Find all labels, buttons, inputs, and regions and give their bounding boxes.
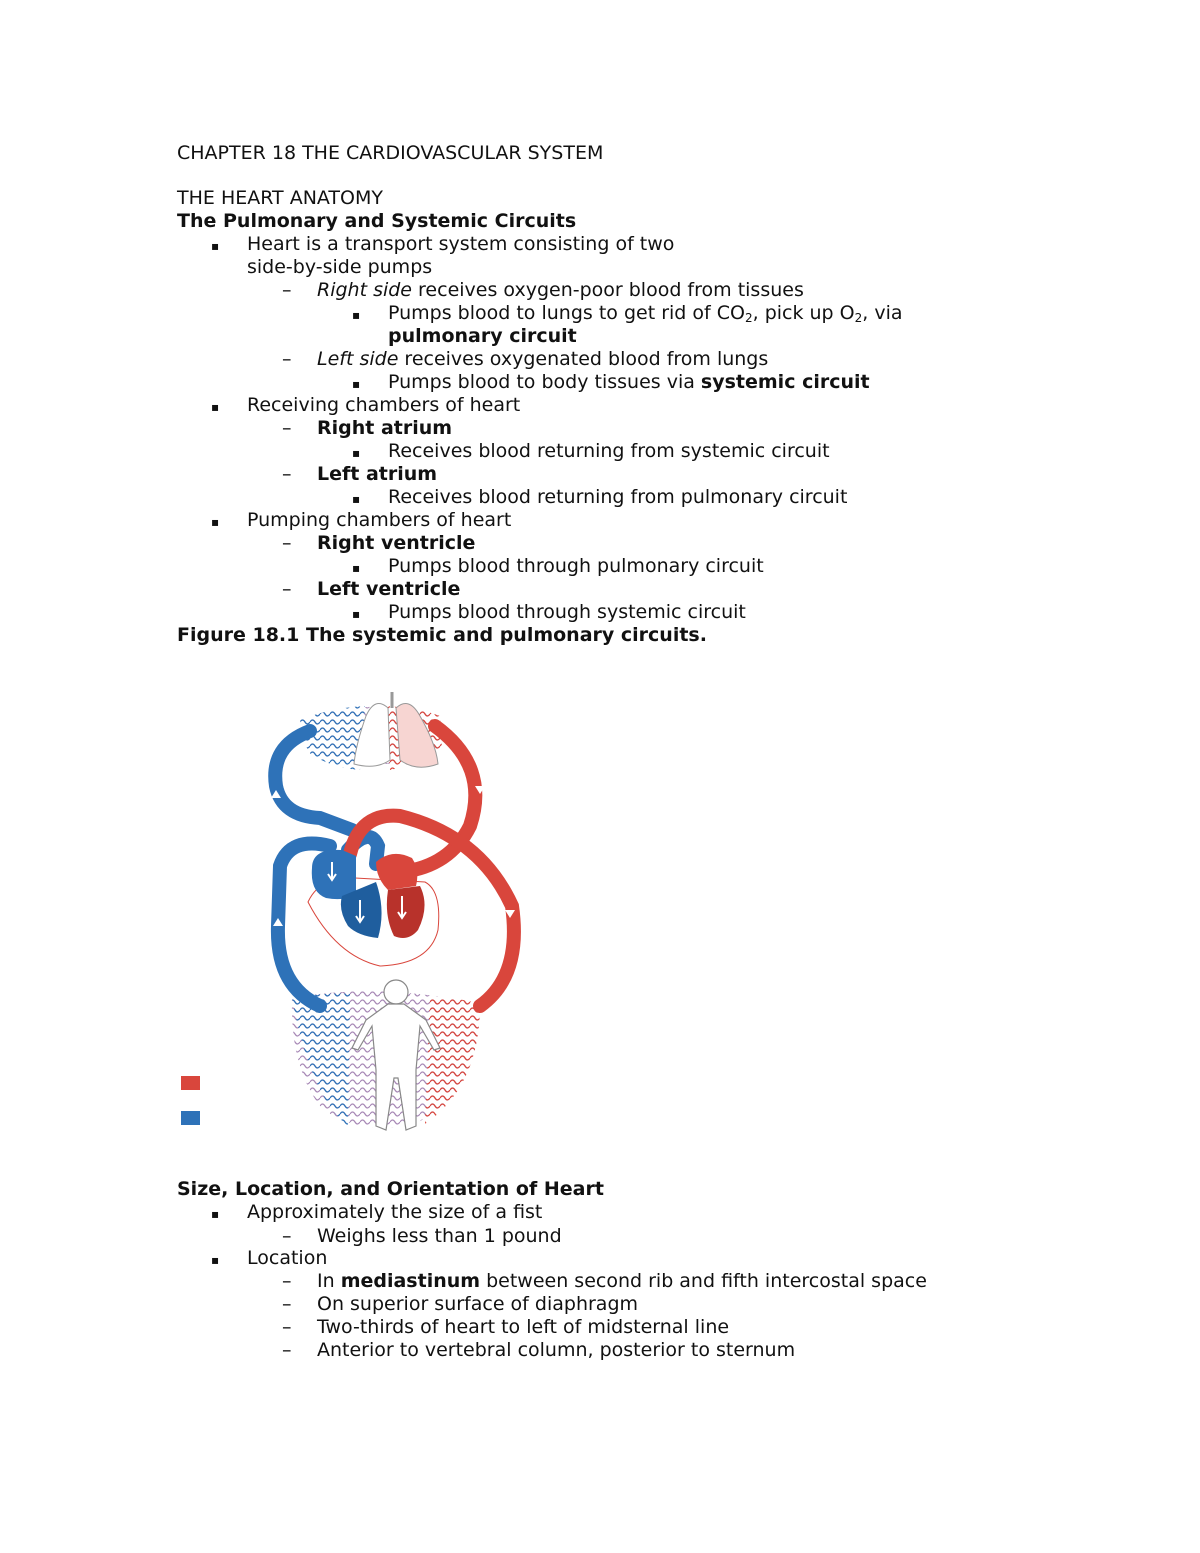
text-segment: , via xyxy=(862,302,903,324)
dash-marker: – xyxy=(282,1339,292,1361)
bullet-marker: ▪ xyxy=(352,446,361,460)
list-item: Two-thirds of heart to left of midsternal line xyxy=(317,1316,730,1338)
subscript: 2 xyxy=(854,311,863,325)
chapter-title: CHAPTER 18 THE CARDIOVASCULAR SYSTEM xyxy=(177,142,604,164)
dash-marker: – xyxy=(282,463,292,485)
list-item: Pumps blood through pulmonary circuit xyxy=(388,555,764,577)
list-item: Location xyxy=(247,1247,328,1269)
bullet-marker: ▪ xyxy=(211,400,220,414)
mediastinum-term: mediastinum xyxy=(340,1270,481,1292)
text-segment: Pumps blood to body tissues via xyxy=(388,371,701,393)
pulmonary-circuit-term: pulmonary circuit xyxy=(388,325,577,347)
bullet-marker: ▪ xyxy=(352,308,361,322)
subsection-heading-circuits: The Pulmonary and Systemic Circuits xyxy=(177,210,577,232)
left-atrium-term: Left atrium xyxy=(317,463,438,485)
dash-marker: – xyxy=(282,1293,292,1315)
list-item xyxy=(317,348,768,371)
systemic-circuit-term: systemic circuit xyxy=(700,371,870,393)
dash-marker: – xyxy=(282,1270,292,1292)
text-segment: , pick up O xyxy=(752,302,855,324)
dash-marker: – xyxy=(282,1316,292,1338)
list-item: Pumps blood through systemic circuit xyxy=(388,601,746,623)
dash-marker: – xyxy=(282,1225,292,1247)
right-side-text: receives oxygen-poor blood from tissues xyxy=(412,279,804,301)
list-item: Receives blood returning from systemic circuit xyxy=(388,440,830,462)
left-side-text: receives oxygenated blood from lungs xyxy=(398,348,769,370)
bullet-marker: ▪ xyxy=(211,1253,220,1267)
list-item-continuation: side-by-side pumps xyxy=(247,256,433,278)
right-atrium-term: Right atrium xyxy=(317,417,453,439)
circulation-figure xyxy=(180,686,540,1138)
right-side-label: Right side xyxy=(317,279,412,301)
dash-marker: – xyxy=(282,532,292,554)
bullet-marker: ▪ xyxy=(211,239,220,253)
list-item: Weighs less than 1 pound xyxy=(317,1225,562,1247)
right-ventricle-term: Right ventricle xyxy=(317,532,476,554)
dash-marker: – xyxy=(282,279,292,301)
text-segment: between second rib and fifth intercostal space xyxy=(480,1270,927,1292)
left-ventricle-term: Left ventricle xyxy=(317,578,461,600)
list-item xyxy=(317,1270,927,1293)
bullet-marker: ▪ xyxy=(352,607,361,621)
text-segment: Pumps blood to lungs to get rid of CO xyxy=(388,302,745,324)
legend-oxygen-poor-swatch xyxy=(181,1111,200,1125)
dash-marker: – xyxy=(282,348,292,370)
text-segment: In xyxy=(317,1270,341,1292)
list-item xyxy=(317,279,804,302)
dash-marker: – xyxy=(282,578,292,600)
bullet-marker: ▪ xyxy=(352,492,361,506)
dash-marker: – xyxy=(282,417,292,439)
left-side-label: Left side xyxy=(317,348,399,370)
right-atrium-shape xyxy=(312,850,356,899)
list-item: Receives blood returning from pulmonary circuit xyxy=(388,486,848,508)
list-item: Approximately the size of a fist xyxy=(247,1201,543,1223)
list-item xyxy=(388,371,870,394)
bullet-marker: ▪ xyxy=(211,515,220,529)
list-item: Anterior to vertebral column, posterior to sternum xyxy=(317,1339,796,1361)
subscript: 2 xyxy=(744,311,753,325)
bullet-marker: ▪ xyxy=(352,377,361,391)
subsection-heading-size: Size, Location, and Orientation of Heart xyxy=(177,1178,604,1200)
bullet-marker: ▪ xyxy=(352,561,361,575)
list-item: Receiving chambers of heart xyxy=(247,394,521,416)
legend-oxygen-rich-swatch xyxy=(181,1076,200,1090)
list-item: Pumping chambers of heart xyxy=(247,509,512,531)
list-item: Heart is a transport system consisting of two xyxy=(247,233,675,255)
figure-caption: Figure 18.1 The systemic and pulmonary circuits. xyxy=(177,624,707,646)
list-item xyxy=(388,302,903,325)
section-title: THE HEART ANATOMY xyxy=(177,187,383,209)
list-item: On superior surface of diaphragm xyxy=(317,1293,639,1315)
bullet-marker: ▪ xyxy=(211,1207,220,1221)
